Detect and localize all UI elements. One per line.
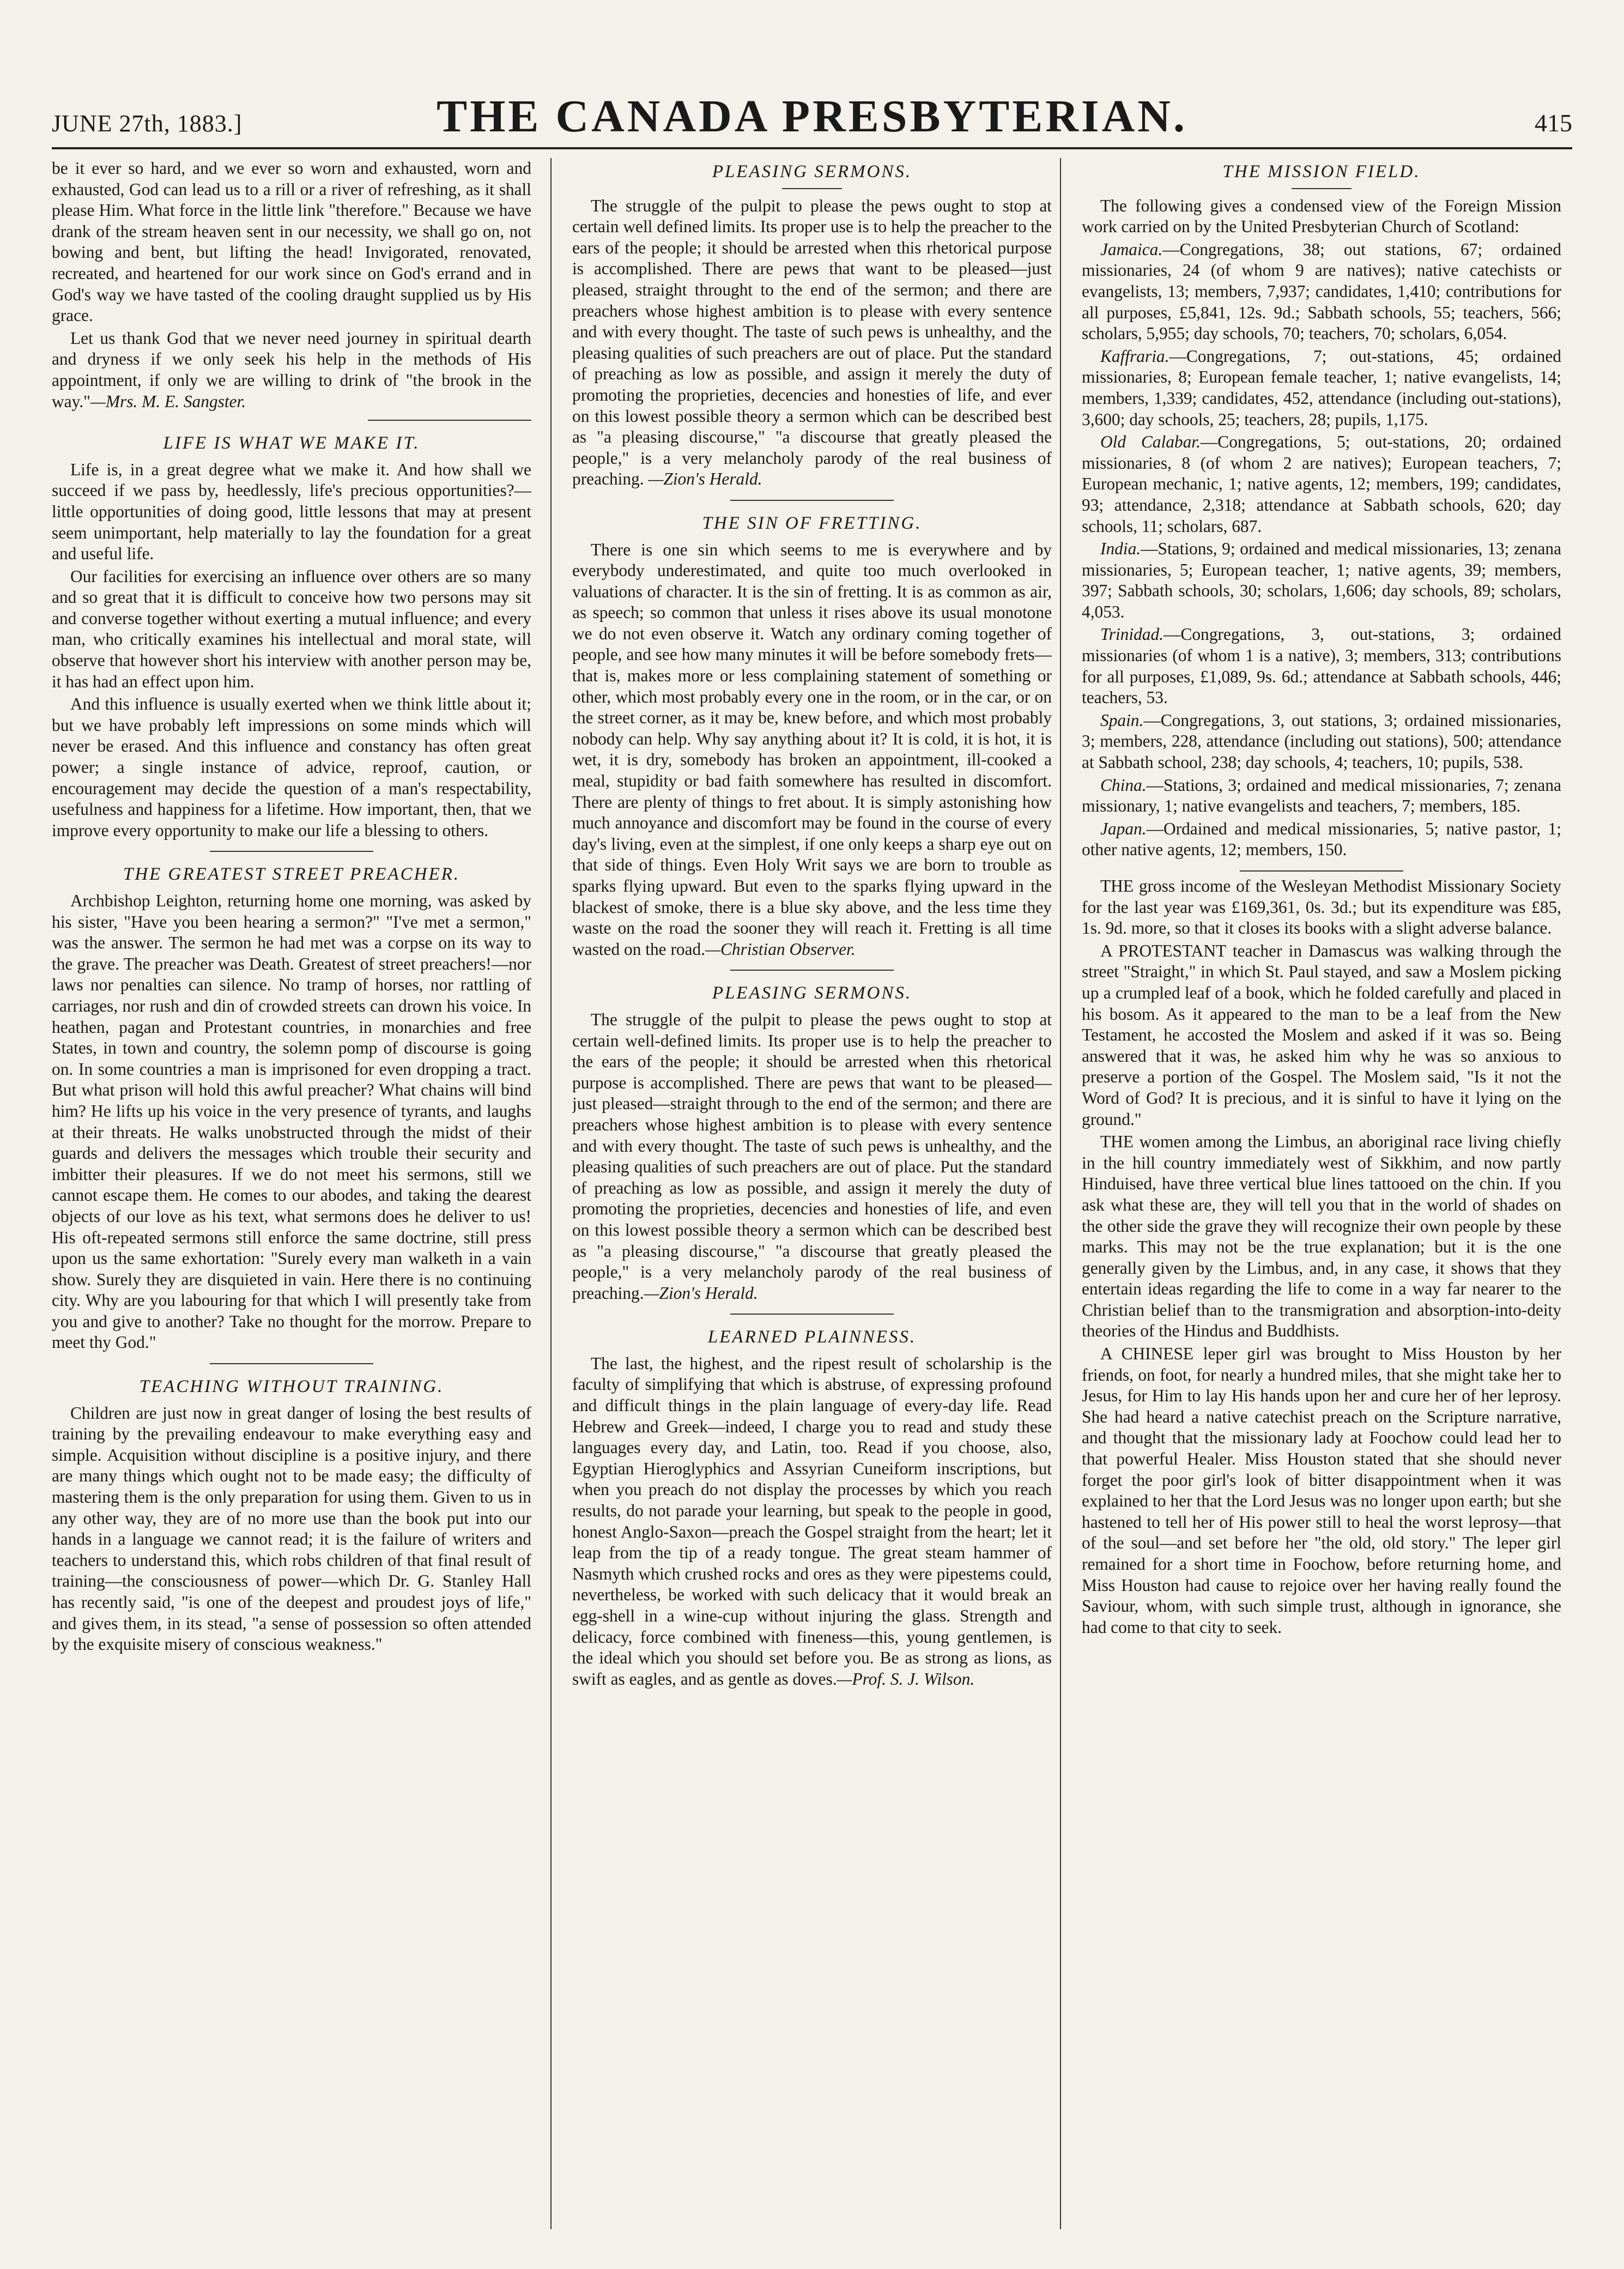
mission-entry <box>1082 819 1561 861</box>
column-rule-left <box>550 158 552 2229</box>
mission-place: Kaffraria. <box>1100 346 1169 366</box>
article-signature: —Mrs. M. E. Sangster. <box>90 391 246 411</box>
mission-stats: —Congregations, 3, out stations, 3; ordained missionaries, 3; members, 228, attendance (including out stations), 500; attendance at Sabbath school, 238; day schools, 4; teachers, 10; pupils, 538. <box>1082 710 1561 772</box>
mission-entry <box>1082 346 1561 430</box>
article-life <box>52 459 531 842</box>
mission-place: Spain. <box>1100 710 1144 730</box>
mission-stats: —Stations, 3; ordained and medical missionaries, 7; zenana missionary, 1; native evangelists and teachers, 7; members, 185. <box>1082 775 1561 816</box>
article-signature: —Prof. S. J. Wilson. <box>837 1669 975 1689</box>
intro-article <box>52 158 531 412</box>
mission-entry <box>1082 239 1561 344</box>
article-title-plainness: LEARNED PLAINNESS. <box>707 1327 917 1347</box>
article-title-preacher: THE GREATEST STREET PREACHER. <box>123 864 460 885</box>
mission-place: Trinidad. <box>1100 625 1164 644</box>
article-signature: —Zion's Herald. <box>648 469 762 489</box>
mission-place: China. <box>1100 775 1147 795</box>
paragraph-damascus: A PROTESTANT teacher in Damascus was walking through the street "Straight," in which St. Paul stayed, and saw a Moslem picking up a crumpled leaf of a book, which he folded carefully and placed in his bosom. As it appeared to the man to be a leaf from the New Testament, he accosted the Moslem and asked if it was so. Being answered that it was, he asked him why he was so anxious to preserve a portion of the Gospel. The Moslem said, "Is it not the Word of God? It is precious, and it is sinful to have it lying on the ground." <box>1082 941 1561 1129</box>
paragraph: There is one sin which seems to me is everywhere and by everybody underestimated, and quite too much overlooked in valuations of character. It is the sin of fretting. It is as common as air, as speech; so common that unless it rises above its usual monotone we do not even observe it. Watch any ordinary coming together of people, and see how many minutes it will be before somebody frets—that is, makes more or less complaining statement of something or other, which most probably every one in the room, or in the car, or on the street corner, as it may be, knew before, and which most probably nobody can help. Why say anything about it? It is cold, it is hot, it is wet, it is dry, somebody has broken an appointment, ill-cooked a meal, stupidity or bad faith somewhere has resulted in discomfort. There are plenty of things to fret about. It is simply astonishing how much annoyance and discomfort may be found in the course of every day's living, even at the simplest, if one only keeps a sharp eye out on that side of things. Even Holy Writ says we are born to trouble as sparks flying upward. But even to the sparks flying upward in the blackest of smoke, there is a blue sky above, and the less time they waste on the road the sooner they will reach it. Fretting is all time wasted on the road.—Christian Observer. <box>572 540 1052 959</box>
article-pleasing-2 <box>572 1009 1052 1304</box>
mission-entry <box>1082 710 1561 773</box>
column-rule-right <box>1060 158 1061 2229</box>
page-number: 415 <box>1535 109 1572 137</box>
mission-stats: —Congregations, 7; out-stations, 45; ordained missionaries, 8; European female teacher, 1; native evangelists, 14; members, 1,339; candidates, 452, attendance (including out-stations), 3,600; day schools, 25; teachers, 28; pupils, 1,175. <box>1082 346 1561 429</box>
title-rule <box>1292 188 1352 189</box>
section-divider <box>730 500 894 501</box>
mission-place: India. <box>1100 539 1141 559</box>
paragraph: The struggle of the pulpit to please the pews ought to stop at certain well defined limits. Its proper use is to help the preacher to the ears of the people; it should be arrested when this rhetorical purpose is accomplished. There are pews that want to be pleased—just pleased, straight throught to the end of the sermon; and there are preachers whose highest ambition is to please with every sentence and with every thought. The taste of such pews is unhealthy, and the pleasing qualities of such preachers are out of place. Put the standard of preaching as low as possible, and assign it merely the duty of promoting the proprieties, decencies and honesties of life, and ever on this lowest possible theory a sermon which can be described best as "a pleasing discourse," "a discourse that greatly pleased the people," is a very melancholy parody of the real business of preaching. —Zion's Herald. <box>572 196 1052 489</box>
paragraph: Archbishop Leighton, returning home one morning, was asked by his sister, "Have you been hearing a sermon?" "I've met a sermon," was the answer. The sermon he had met was a corpse on its way to the grave. The preacher was Death. Greatest of street preachers!—nor laws nor penalties can silence. No tramp of horses, nor rattling of carriages, nor rush and din of crowded streets can drown his voice. In heathen, pagan and Protestant countries, in monarchies and free States, in town and country, the solemn pomp of discourse is going on. In some countries a man is imprisoned for even dropping a tract. But what prison will hold this awful preacher? What chains will bind him? He lifts up his voice in the very presence of tyrants, and laughs at their threats. He walks unobstructed through the midst of their guards and delivers the messages which trouble their security and imbitter their pleasures. If we do not meet his sermons, still we cannot escape them. He comes to our abodes, and taking the dearest objects of our love as his text, what sermons does he deliver to us! His oft-repeated sermons still enforce the same doctrine, still press upon us the same exhortation: "Surely every man walketh in a vain show. Surely they are disquieted in vain. Here there is no continuing city. Why are you labouring for that which I will presently take from you and give to another? Take no thought for the morrow. Prepare to meet thy God." <box>52 891 531 1352</box>
page-header <box>52 82 1572 149</box>
article-fretting <box>572 540 1052 960</box>
column-2 <box>572 158 1052 2235</box>
article-signature: —Christian Observer. <box>705 939 856 959</box>
column-1 <box>52 158 531 2235</box>
paragraph: be it ever so hard, and we ever so worn and exhausted, worn and exhausted, God can lead us to a rill or a river of refreshing, as it shall please Him. What force in the little link "therefore." Because we have drank of the stream heaven sent in our necessity, we shall go on, not bowing and bent, but lifting the head! Invigorated, renovated, recreated, and heartened for our work since on God's errand and in God's way we have tasted of the cooling draught supplied us by His grace. <box>52 159 531 325</box>
mission-stats: —Congregations, 3, out-stations, 3; ordained missionaries (of whom 1 is a native), 3; members, 313; contributions for all purposes, £1,089, 9s. 6d.; attendance at Sabbath schools, 446; teachers, 53. <box>1082 625 1561 707</box>
paragraph: Life is, in a great degree what we make it. And how shall we succeed if we pass by, heedlessly, life's precious opportunities?—little opportunities of doing good, little lessons that may at present seem unimportant, help materially to lay the foundation for a great and useful life. <box>52 459 531 564</box>
paragraph: And this influence is usually exerted when we think little about it; but we have probably left impressions on some minds which will never be erased. And this influence and constancy has often great power; a single instance of advice, reproof, caution, or encouragement may decide the question of a man's respectability, usefulness and happiness for a lifetime. How important, then, that we improve every opportunity to make our life a blessing to others. <box>52 694 531 840</box>
title-rule <box>782 188 842 189</box>
paragraph-chinese-leper: A CHINESE leper girl was brought to Miss Houston by her friends, on foot, for nearly a hundred miles, that she might take her to Jesus, for Him to lay His hands upon her and cure her of her leprosy. She had heard a native catechist preach on the Scripture narrative, and thought that the missionary lady at Foochow could lead her to that powerful Healer. Miss Houston stated that she should never forget the poor girl's look of bitter disappointment when it was explained to her that the Lord Jesus was no longer upon earth; but she hastened to tell her of His power still to heal the worst leprosy—that of the soul—and set before her "the old, old story." The leper girl remained for a short time in Foochow, before returning home, and Miss Houston had cause to rejoice over her having really found the Saviour, whom, with such simple trust, although in ignorance, she had come to that city to seek. <box>1082 1344 1561 1637</box>
section-divider <box>730 970 894 971</box>
mission-place: Old Calabar. <box>1100 432 1201 452</box>
paragraph: Our facilities for exercising an influence over others are so many and so great that it is difficult to conceive how two persons may sit and converse together without exerting a mutual influence; and every man, who critically examines his intellectual and moral state, will observe that however short his interview with another person may be, it has had an effect upon him. <box>52 566 531 691</box>
article-training <box>52 1403 531 1655</box>
article-title-training: TEACHING WITHOUT TRAINING. <box>139 1377 444 1397</box>
mission-stats: —Ordained and medical missionaries, 5; native pastor, 1; other native agents, 12; members, 150. <box>1082 819 1561 860</box>
section-divider <box>730 1314 894 1315</box>
masthead-title: THE CANADA PRESBYTERIAN. <box>437 91 1187 142</box>
mission-entry <box>1082 624 1561 708</box>
article-pleasing-1 <box>572 196 1052 490</box>
article-title-mission: THE MISSION FIELD. <box>1222 162 1421 181</box>
article-plainness <box>572 1353 1052 1690</box>
mission-place: Japan. <box>1100 819 1147 838</box>
section-divider <box>210 851 373 852</box>
section-divider <box>1240 870 1403 872</box>
section-divider <box>210 1363 373 1364</box>
article-signature: —Zion's Herald. <box>644 1283 758 1303</box>
mission-stats: —Stations, 9; ordained and medical missionaries, 13; zenana missionaries, 5; European teacher, 1; native agents, 39; members, 397; Sabbath schools, 30; scholars, 1,606; day schools, 89; scholars, 4,053. <box>1082 539 1561 621</box>
article-title-fretting: THE SIN OF FRETTING. <box>702 513 922 533</box>
article-preacher <box>52 891 531 1353</box>
article-title-life: LIFE IS WHAT WE MAKE IT. <box>163 433 420 453</box>
column-3 <box>1082 158 1561 2235</box>
article-title-pleasing-2: PLEASING SERMONS. <box>712 983 912 1003</box>
mission-entry <box>1082 775 1561 817</box>
mission-stats: —Congregations, 5; out-stations, 20; ordained missionaries, 8 (of whom 2 are natives); European teachers, 7; European mechanic, 1; native agents, 12; members, 199; candidates, 93; attendance, 2,318; attendance at Sabbath schools, 620; day schools, 11; scholars, 687. <box>1082 432 1561 536</box>
paragraph: Let us thank God that we never need journey in spiritual dearth and dryness if we only seek his help in the methods of His appointment, if only we are willing to drink of "the brook in the way."—Mrs. M. E. Sangster. <box>52 328 531 411</box>
mission-entries <box>1082 239 1561 861</box>
mission-entry <box>1082 538 1561 622</box>
paragraph: Children are just now in great danger of losing the best results of training by the prevailing endeavour to make everything easy and simple. Acquisition without discipline is a positive injury, and there are many things which ought not to be made easy; the difficulty of mastering them is the only preparation for using them. Given to us in any other way, they are of no more use than the book put into our hands in a language we cannot read; it is the failure of writers and teachers to understand this, which robs children of that final result of training—the consciousness of power—which Dr. G. Stanley Hall has recently said, "is one of the deepest and proudest joys of life," and gives them, in its stead, "a sense of possession so often attended by the exquisite misery of conscious weakness." <box>52 1403 531 1654</box>
article-title-pleasing-1: PLEASING SERMONS. <box>712 162 912 181</box>
article-mission <box>1082 196 1561 861</box>
mission-stats: —Congregations, 38; out stations, 67; ordained missionaries, 24 (of whom 9 are natives); native catechists or evangelists, 13; members, 7,937; candidates, 1,410; contributions for all purposes, £5,841, 12s. 9d.; Sabbath schools, 55; teachers, 566; scholars, 5,955; day schools, 70; teachers, 70; scholars, 6,054. <box>1082 239 1561 343</box>
mission-entry <box>1082 432 1561 537</box>
issue-date: JUNE 27th, 1883.] <box>52 110 243 137</box>
paragraph-wesleyan: THE gross income of the Wesleyan Methodist Missionary Society for the last year was £169,361, 0s. 3d.; but its expenditure was £85, 1s. 9d. more, so that it closes its books with a slight adverse balance. <box>1082 876 1561 938</box>
section-divider <box>368 420 531 421</box>
paragraph: The last, the highest, and the ripest result of scholarship is the faculty of simplifying that which is abstruse, of expressing profound and difficult things in the plain language of every-day life. Read Hebrew and Greek—indeed, I charge you to read and study these languages every day, and Latin, too. Read if you choose, also, Egyptian Hieroglyphics and Assyrian Cuneiform inscriptions, but when you preach do not display the processes by which you reach results, do not parade your learning, but speak to the people in good, honest Anglo-Saxon—preach the Gospel straight from the heart; let it leap from the tip of a ready tongue. The great steam hammer of Nasmyth which crushed rocks and ores as they were pipestems could, nevertheless, be worked with such delicacy that it would break an egg-shell in a wine-cup without injuring the glass. Strength and delicacy, force combined with fineness—this, young gentlemen, is the ideal which you should set before you. Be as strong as lions, as swift as eagles, and as gentle as doves.—Prof. S. J. Wilson. <box>572 1353 1052 1689</box>
paragraph-limbus: THE women among the Limbus, an aboriginal race living chiefly in the hill country immediately west of Sikkhim, and now partly Hinduised, have three vertical blue lines tattooed on the chin. If you ask what these are, they will tell you that in the world of shades on the other side the grave they will recognize their own people by these marks. This may not be the true explanation; but it is the one generally given by the Limbus, and, in any case, it shows that they entertain ideas regarding the life to come in a way far nearer to the Christian belief than to the transmigration and absorption-into-deity theories of the Hindus and Buddhists. <box>1082 1132 1561 1341</box>
paragraph: The following gives a condensed view of the Foreign Mission work carried on by the United Presbyterian Church of Scotland: <box>1082 196 1561 237</box>
paragraph: The struggle of the pulpit to please the pews ought to stop at certain well-defined limits. Its proper use is to help the preacher to the ears of the people; it should be arrested when this rhetorical purpose is accomplished. There are pews that want to be pleased—just pleased—straight through to the end of the sermon; and there are preachers whose highest ambition is to please with every sentence and with every thought. The taste of such pews is unhealthy, and the pleasing qualities of such preachers are out of place. Put the standard of preaching as low as possible, and assign it merely the duty of promoting the proprieties, decencies and honesties of life, and even on this lowest possible theory a sermon which can be described best as "a pleasing discourse," "a discourse that greatly pleased the people," is a very melancholy parody of the real business of preaching.—Zion's Herald. <box>572 1009 1052 1303</box>
mission-place: Jamaica. <box>1100 239 1163 259</box>
